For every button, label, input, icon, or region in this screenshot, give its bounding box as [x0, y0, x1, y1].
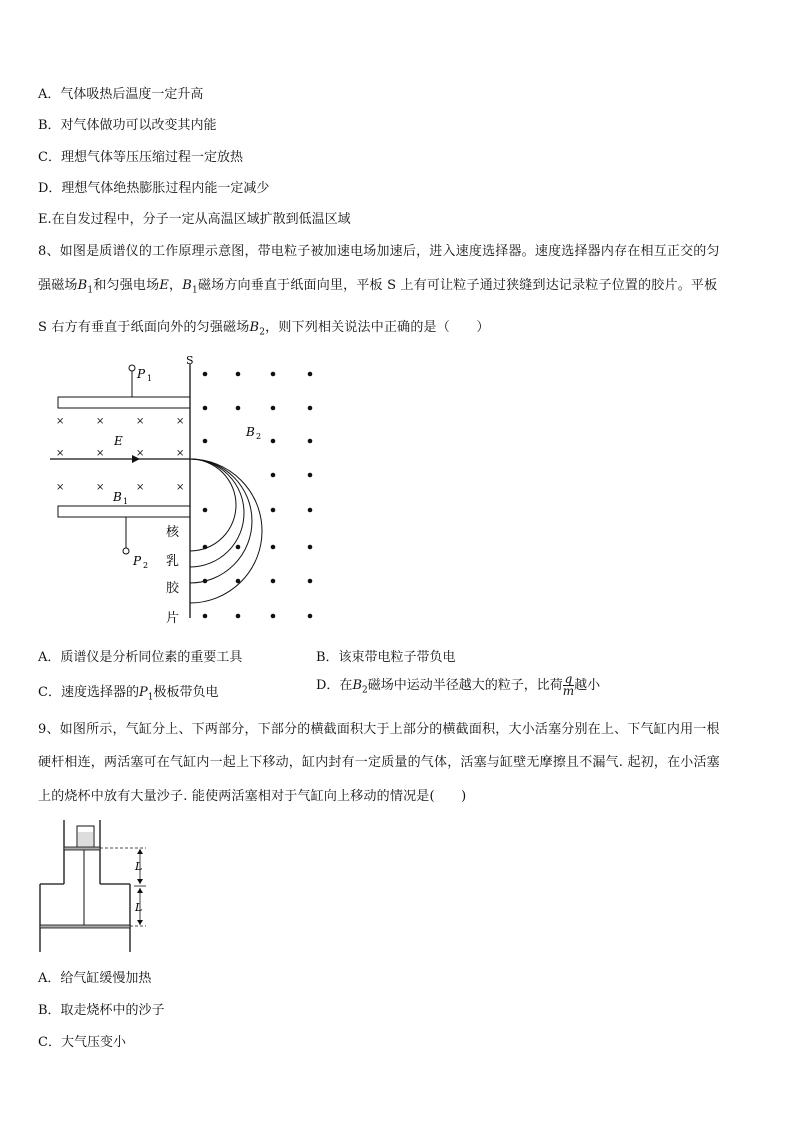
b2-field-dots [203, 372, 313, 619]
svg-text:×: × [56, 416, 65, 427]
svg-text:1: 1 [147, 374, 153, 383]
mass-spectrometer-figure [40, 352, 340, 632]
q9-option-b: B．取走烧杯中的沙子 [38, 1003, 165, 1018]
b1-field-crosses [56, 416, 184, 493]
svg-text:×: × [56, 482, 65, 493]
plate-s-label: S [186, 354, 194, 367]
q7-option-c: C．理想气体等压压缩过程一定放热 [38, 150, 243, 165]
q7-option-b: B．对气体做功可以改变其内能 [38, 118, 217, 133]
svg-text:2: 2 [143, 561, 149, 570]
svg-text:片: 片 [166, 611, 180, 626]
b1-label: B [113, 490, 122, 504]
svg-text:乳: 乳 [166, 554, 180, 569]
p2-label: P [133, 554, 142, 568]
film-label [166, 524, 180, 626]
svg-text:×: × [136, 416, 145, 427]
svg-text:×: × [56, 448, 65, 459]
svg-text:×: × [136, 482, 145, 493]
q7-option-a: A．气体吸热后温度一定升高 [38, 87, 204, 102]
charge-mass-fraction: $\frac{q}{m}$ [562, 672, 575, 698]
q8-stem-line2: 强磁场$B_1$和匀强电场E，$B_1$磁场方向垂直于纸面向里，平板 S 上有可让粒子通过狭缝到达记录粒子位置的胶片。平板 [38, 278, 718, 296]
svg-text:×: × [176, 448, 185, 459]
p1-label: P [137, 367, 146, 381]
svg-text:×: × [136, 448, 145, 459]
q8-option-d: D．在$B_2$磁场中运动半径越大的粒子，比荷 $\frac{q}{m}$ 越小 [316, 672, 601, 698]
cylinder-figure [36, 818, 166, 958]
svg-text:×: × [96, 416, 105, 427]
q8-stem-line1: 8、如图是质谱仪的工作原理示意图，带电粒子被加速电场加速后，进入速度选择器。速度选择器内存在相互正交的匀 [38, 244, 720, 259]
q8-option-a: A．质谱仪是分析同位素的重要工具 [38, 650, 243, 665]
q9-stem-line1: 9、如图所示，气缸分上、下两部分，下部分的横截面积大于上部分的横截面积，大小活塞分别在上、下气缸内用一根 [38, 722, 720, 737]
svg-text:1: 1 [123, 497, 129, 506]
svg-text:核: 核 [166, 525, 180, 540]
q8-option-c: C．速度选择器的$P_1$极板带负电 [38, 685, 219, 703]
q9-option-a: A．给气缸缓慢加热 [38, 971, 152, 986]
q7-option-e: E.在自发过程中，分子一定从高温区域扩散到低温区域 [38, 212, 351, 227]
q7-option-d: D．理想气体绝热膨胀过程内能一定减少 [38, 181, 270, 196]
l-upper-label: L [135, 860, 143, 873]
q8-option-b: B．该束带电粒子带负电 [316, 650, 456, 665]
svg-text:×: × [176, 482, 185, 493]
q9-stem-line3: 上的烧杯中放有大量沙子. 能使两活塞相对于气缸向上移动的情况是( ) [38, 789, 467, 804]
l-lower-label: L [135, 901, 143, 914]
q8-stem-line3: S 右方有垂直于纸面向外的匀强磁场$B_2$，则下列相关说法中正确的是（ ） [38, 320, 490, 338]
q9-stem-line2: 硬杆相连，两活塞可在气缸内一起上下移动，缸内封有一定质量的气体，活塞与缸壁无摩擦且不漏气. 起初，在小活塞 [38, 755, 720, 770]
svg-text:×: × [96, 482, 105, 493]
svg-text:胶: 胶 [166, 581, 180, 596]
svg-text:2: 2 [256, 432, 262, 441]
svg-text:×: × [176, 416, 185, 427]
svg-text:×: × [96, 448, 105, 459]
b2-label: B [246, 425, 255, 439]
e-label: E [114, 434, 123, 448]
q9-option-c: C．大气压变小 [38, 1035, 126, 1050]
